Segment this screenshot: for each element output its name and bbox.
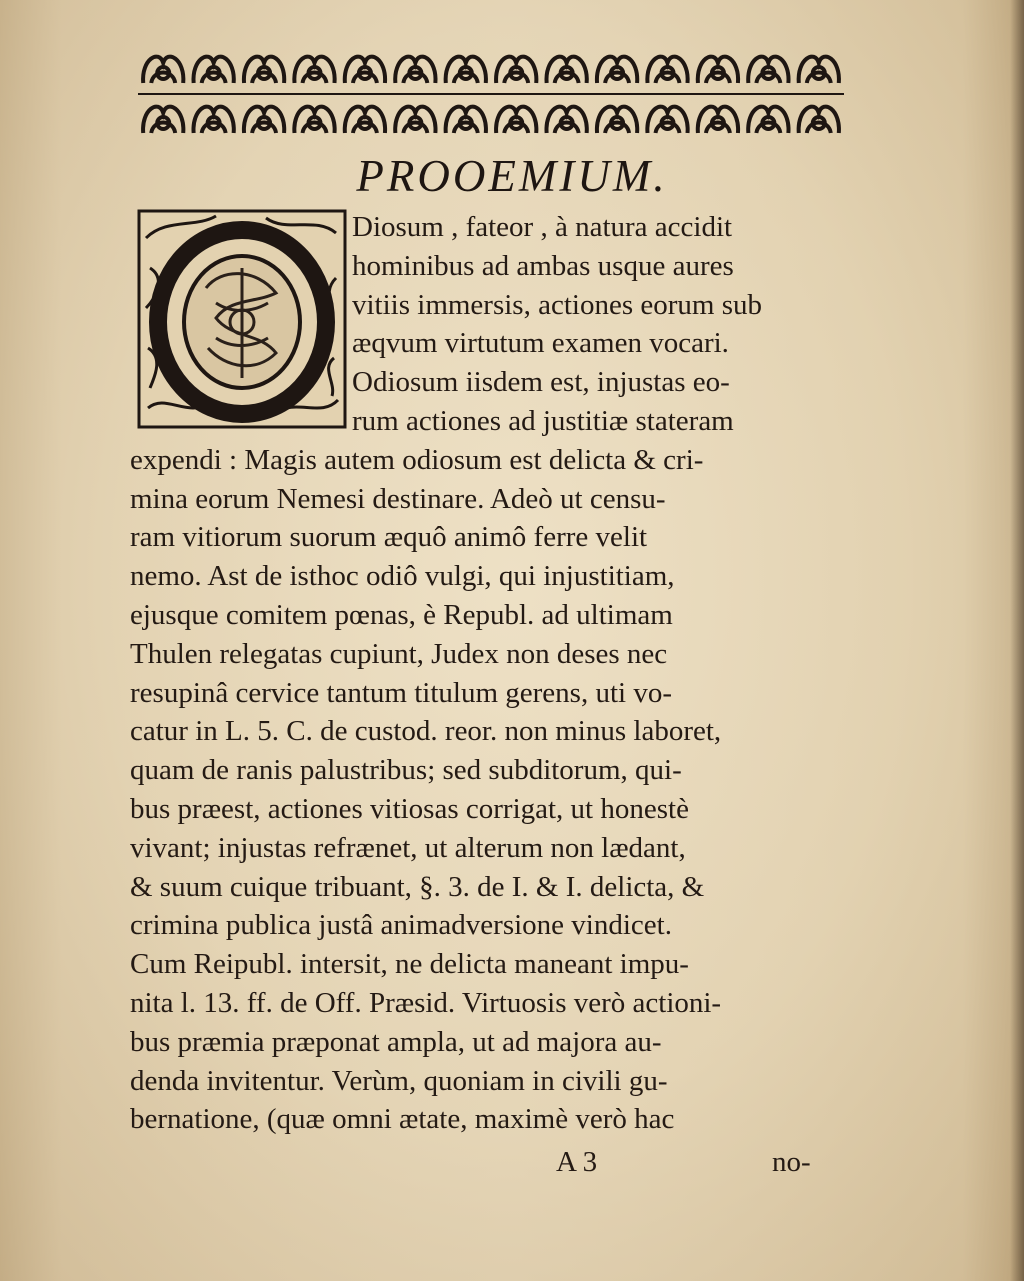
text-line: bernatione, (quæ omni ætate, maximè verò hac xyxy=(130,1103,675,1136)
text-line: vitiis immersis, actiones eorum sub xyxy=(352,288,762,321)
text-line: nemo. Ast de isthoc odiô vulgi, qui injustitiam, xyxy=(130,560,675,593)
text-line: Thulen relegatas cupiunt, Judex non deses nec xyxy=(130,637,668,670)
catchword: no- xyxy=(772,1146,811,1178)
text-line: Diosum , fateor , à natura accidit xyxy=(352,211,733,243)
text-line: ram vitiorum suorum æquô animô ferre velit xyxy=(130,521,648,554)
text-line: rum actiones ad justitiæ stateram xyxy=(352,405,734,437)
text-line: bus præest, actiones vitiosas corrigat, ut honestè xyxy=(130,793,689,825)
text-line: expendi : Magis autem odiosum est delicta & cri- xyxy=(130,443,704,476)
text-line: quam de ranis palustribus; sed subditorum, qui- xyxy=(130,754,682,787)
text-line: æqvum virtutum examen vocari. xyxy=(352,327,729,360)
text-line: mina eorum Nemesi destinare. Adeò ut censu- xyxy=(130,482,666,515)
text-line: ejusque comitem pœnas, è Republ. ad ultimam xyxy=(130,599,673,631)
text-line: vivant; injustas refrænet, ut alterum non lædant, xyxy=(130,831,686,864)
initial-letter-glyph: O xyxy=(239,341,245,350)
text-line: denda invitentur. Verùm, quoniam in civili gu- xyxy=(130,1064,668,1097)
text-line: catur in L. 5. C. de custod. reor. non minus laboret, xyxy=(130,715,722,748)
text-line: Cum Reipubl. intersit, ne delicta maneant impu- xyxy=(130,948,689,981)
text-line: resupinâ cervice tantum titulum gerens, uti vo- xyxy=(130,676,672,709)
text-line: & suum cuique tribuant, §. 3. de I. & I. delicta, & xyxy=(130,870,705,903)
decorated-initial-o xyxy=(136,208,348,430)
text-line: nita l. 13. ff. de Off. Præsid. Virtuosis verò actioni- xyxy=(130,987,722,1019)
signature-mark: A 3 xyxy=(556,1146,598,1178)
text-line: Odiosum iisdem est, injustas eo- xyxy=(352,366,730,399)
text-line: hominibus ad ambas usque aures xyxy=(352,249,734,282)
ornamental-headpiece xyxy=(138,44,844,144)
text-line: bus præmia præponat ampla, ut ad majora au- xyxy=(130,1025,662,1058)
page-title: PROOEMIUM. xyxy=(356,151,668,201)
text-line: crimina publica justâ animadversione vindicet. xyxy=(130,909,672,942)
